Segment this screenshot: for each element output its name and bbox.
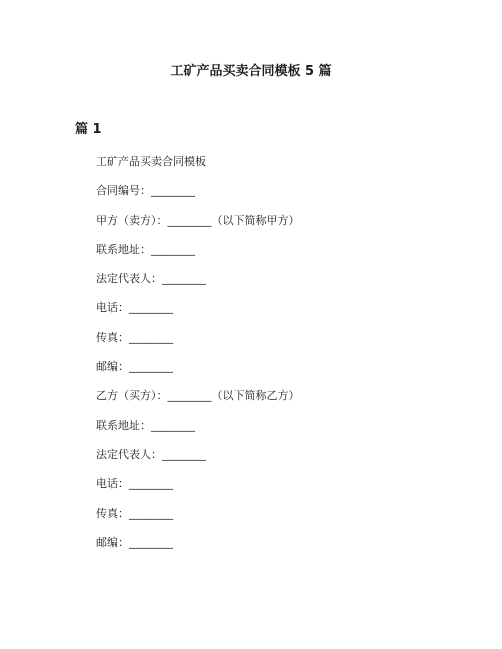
document-title: 工矿产品买卖合同模板 5 篇	[170, 64, 332, 79]
party-b-representative-line: 法定代表人：________	[96, 447, 206, 461]
party-a-postcode-line: 邮编：________	[96, 360, 173, 374]
party-b-address-line: 联系地址：________	[96, 418, 195, 432]
party-a-line: 甲方（卖方）：________（以下简称甲方）	[96, 213, 300, 227]
party-a-fax-line: 传真：________	[96, 330, 173, 344]
party-b-postcode-line: 邮编：________	[96, 535, 173, 549]
contract-number-line: 合同编号：________	[96, 184, 195, 198]
party-b-phone-line: 电话：________	[96, 477, 173, 491]
contract-template-title: 工矿产品买卖合同模板	[96, 155, 206, 168]
party-b-fax-line: 传真：________	[96, 506, 173, 520]
party-a-phone-line: 电话：________	[96, 301, 173, 315]
party-a-representative-line: 法定代表人：________	[96, 272, 206, 286]
party-a-address-line: 联系地址：________	[96, 242, 195, 256]
contract-lines	[96, 154, 300, 564]
section-heading: 篇 1	[75, 122, 102, 137]
party-b-line: 乙方（买方）：________（以下简称乙方）	[96, 389, 300, 403]
